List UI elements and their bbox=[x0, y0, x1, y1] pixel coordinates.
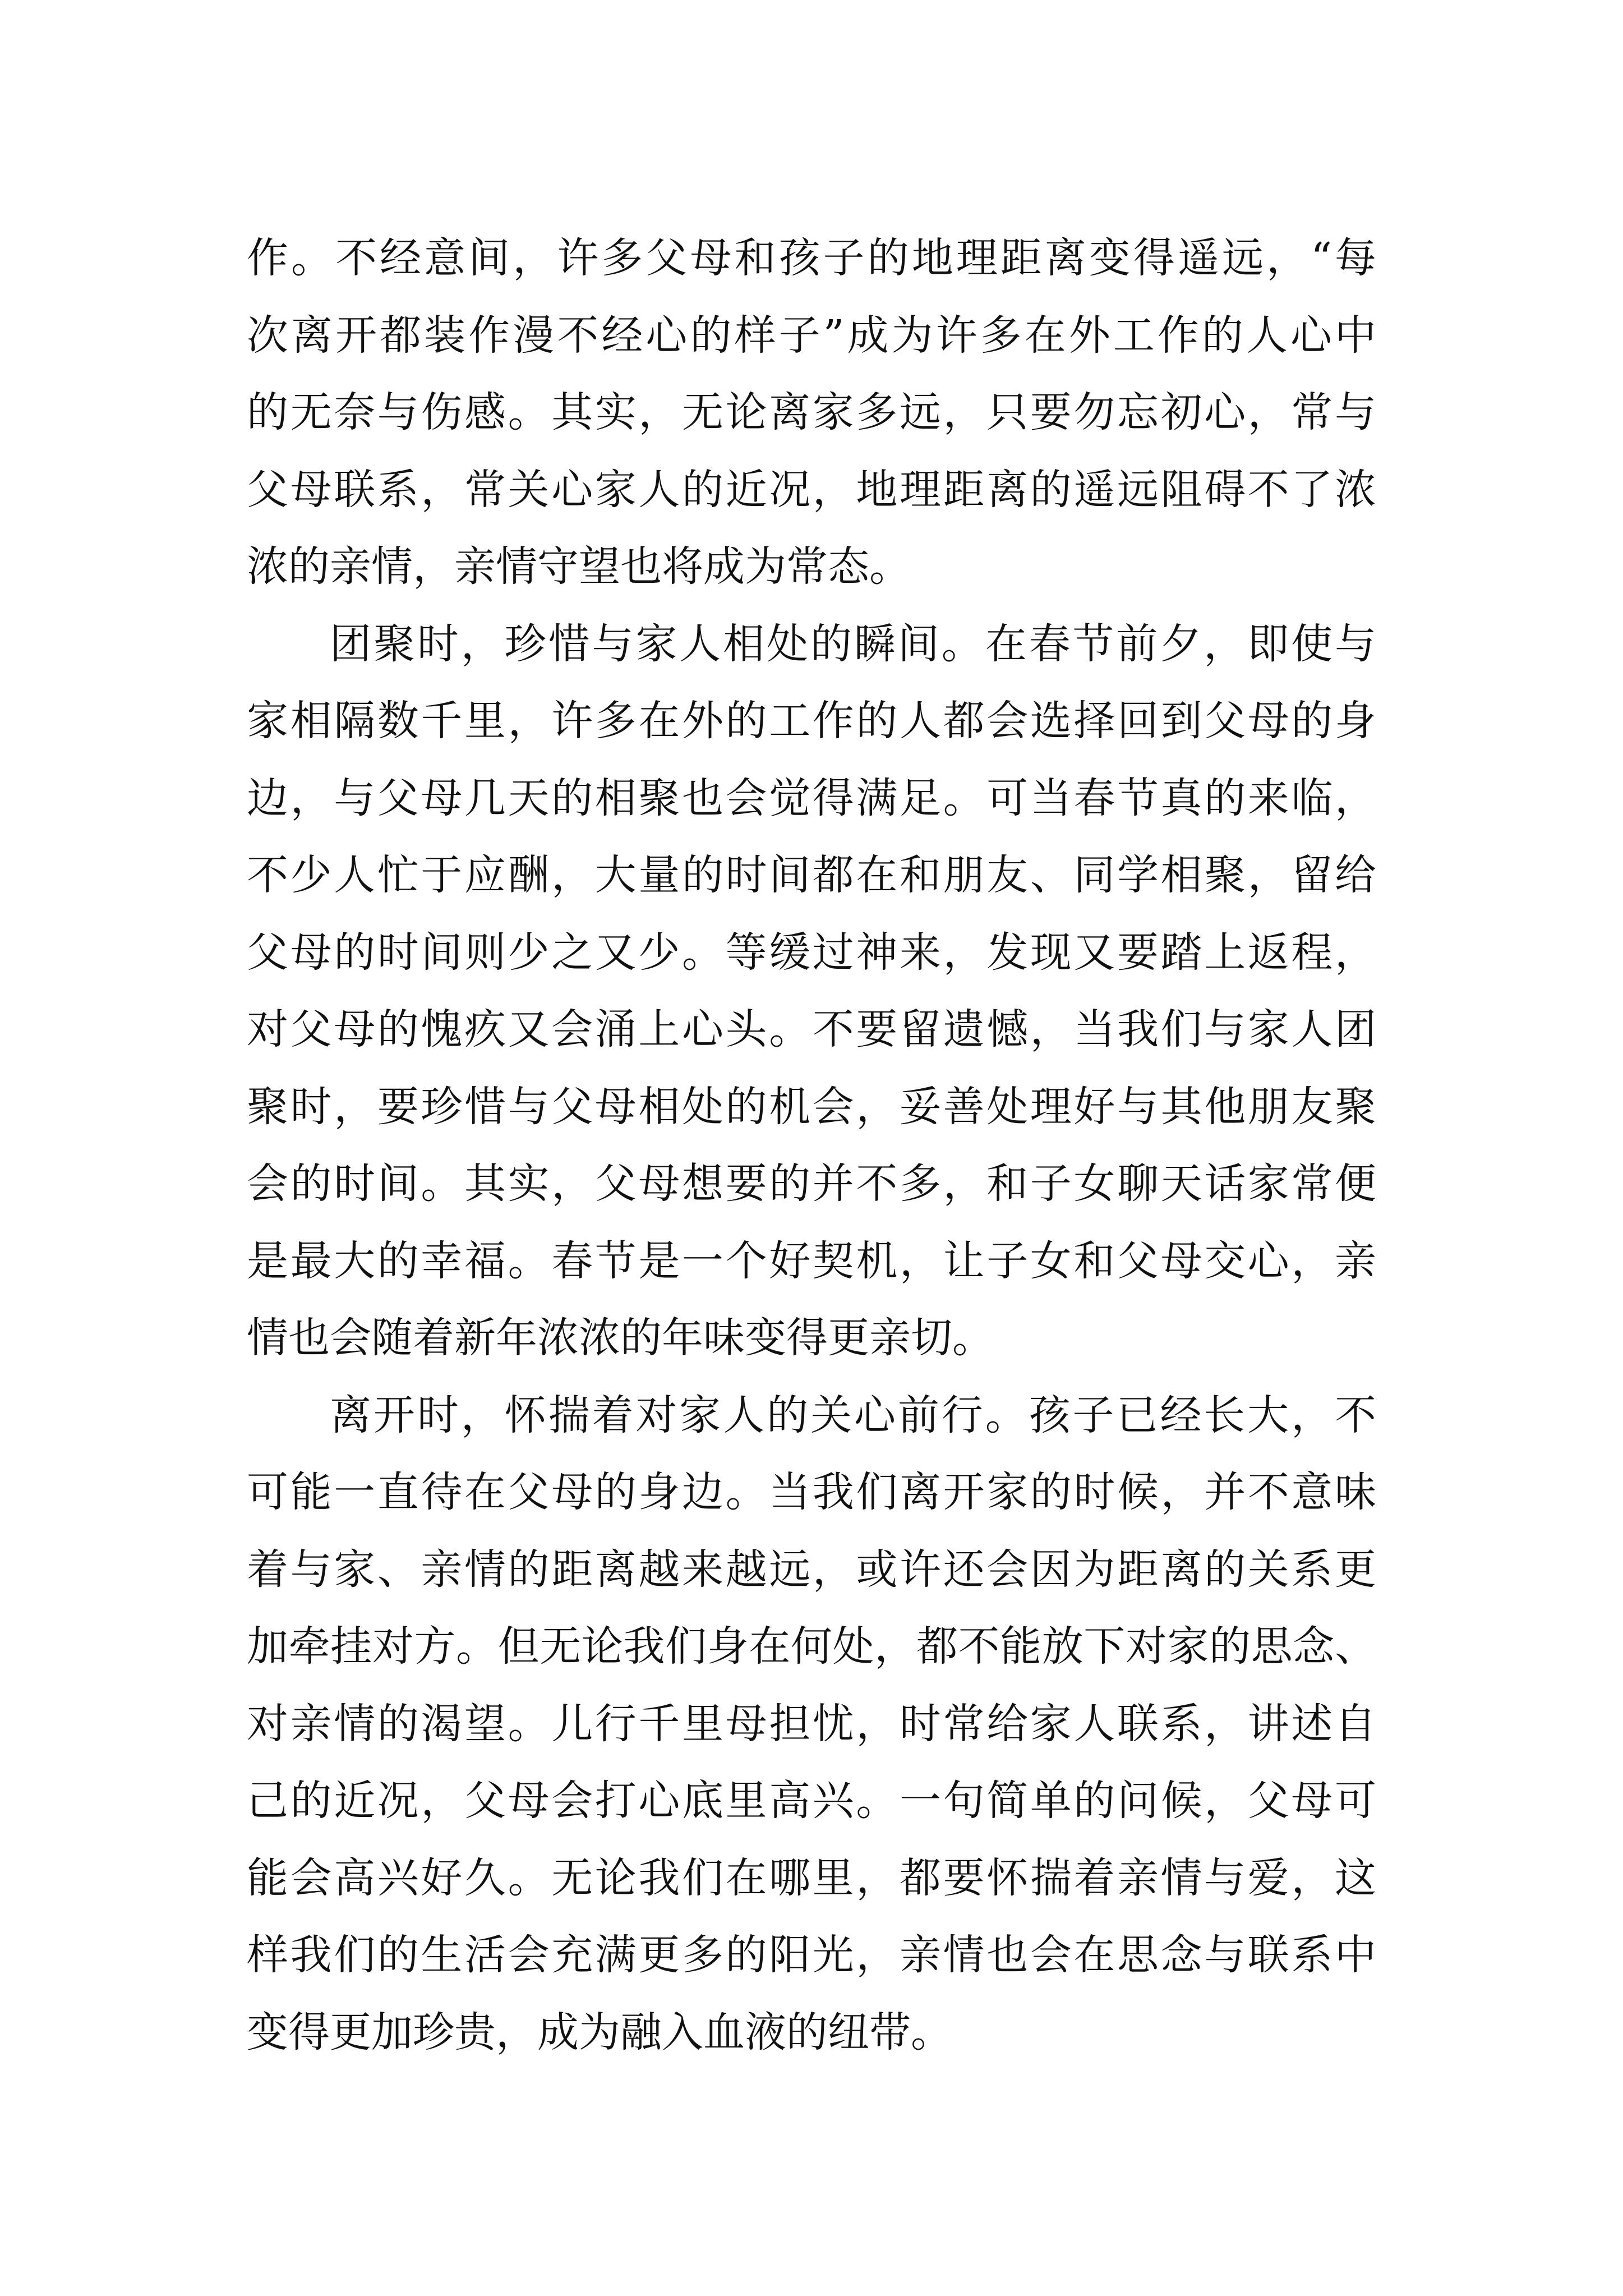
paragraph-line: 变得更加珍贵，成为融入血液的纽带。 bbox=[247, 2008, 952, 2056]
paragraph-line: 情也会随着新年浓浓的年味变得更亲切。 bbox=[247, 1314, 994, 1362]
paragraph-line: 加牵挂对方。但无论我们身在何处，都不能放下对家的思念、 bbox=[247, 1622, 1376, 1671]
paragraph-line: 对亲情的渴望。儿行千里母担忧，时常给家人联系，讲述自 bbox=[247, 1699, 1376, 1748]
paragraph-line: 能会高兴好久。无论我们在哪里，都要怀揣着亲情与爱，这 bbox=[247, 1853, 1376, 1902]
paragraph-line: 作。不经意间，许多父母和孩子的地理距离变得遥远，“每 bbox=[247, 234, 1376, 282]
paragraph-line: 次离开都装作漫不经心的样子”成为许多在外工作的人心中 bbox=[247, 311, 1376, 360]
paragraph-line: 边，与父母几天的相聚也会觉得满足。可当春节真的来临， bbox=[247, 774, 1376, 822]
paragraph-line: 不少人忙于应酬，大量的时间都在和朋友、同学相聚，留给 bbox=[247, 851, 1376, 899]
paragraph-line: 会的时间。其实，父母想要的并不多，和子女聊天话家常便 bbox=[247, 1159, 1376, 1208]
paragraph-line: 离开时，怀揣着对家人的关心前行。孩子已经长大，不 bbox=[330, 1391, 1376, 1439]
paragraph-line: 家相隔数千里，许多在外的工作的人都会选择回到父母的身 bbox=[247, 697, 1376, 745]
paragraph-line: 父母的时间则少之又少。等缓过神来，发现又要踏上返程， bbox=[247, 928, 1376, 977]
paragraph-departure bbox=[247, 1377, 1376, 2072]
paragraph-line: 样我们的生活会充满更多的阳光，亲情也会在思念与联系中 bbox=[247, 1931, 1376, 1979]
paragraph-line: 己的近况，父母会打心底里高兴。一句简单的问候，父母可 bbox=[247, 1777, 1376, 1825]
paragraph-line: 浓的亲情，亲情守望也将成为常态。 bbox=[247, 542, 911, 591]
paragraph-continued bbox=[247, 220, 1376, 606]
paragraph-line: 对父母的愧疚又会涌上心头。不要留遗憾，当我们与家人团 bbox=[247, 1005, 1376, 1053]
paragraph-reunion bbox=[247, 606, 1376, 1377]
paragraph-line: 父母联系，常关心家人的近况，地理距离的遥远阻碍不了浓 bbox=[247, 465, 1376, 514]
paragraph-line: 是最大的幸福。春节是一个好契机，让子女和父母交心，亲 bbox=[247, 1236, 1376, 1285]
paragraph-line: 团聚时，珍惜与家人相处的瞬间。在春节前夕，即使与 bbox=[330, 619, 1376, 668]
body-text bbox=[247, 220, 1376, 2071]
paragraph-line: 着与家、亲情的距离越来越远，或许还会因为距离的关系更 bbox=[247, 1545, 1376, 1594]
paragraph-line: 聚时，要珍惜与父母相处的机会，妥善处理好与其他朋友聚 bbox=[247, 1082, 1376, 1131]
paragraph-line: 的无奈与伤感。其实，无论离家多远，只要勿忘初心，常与 bbox=[247, 388, 1376, 436]
paragraph-line: 可能一直待在父母的身边。当我们离开家的时候，并不意味 bbox=[247, 1468, 1376, 1516]
